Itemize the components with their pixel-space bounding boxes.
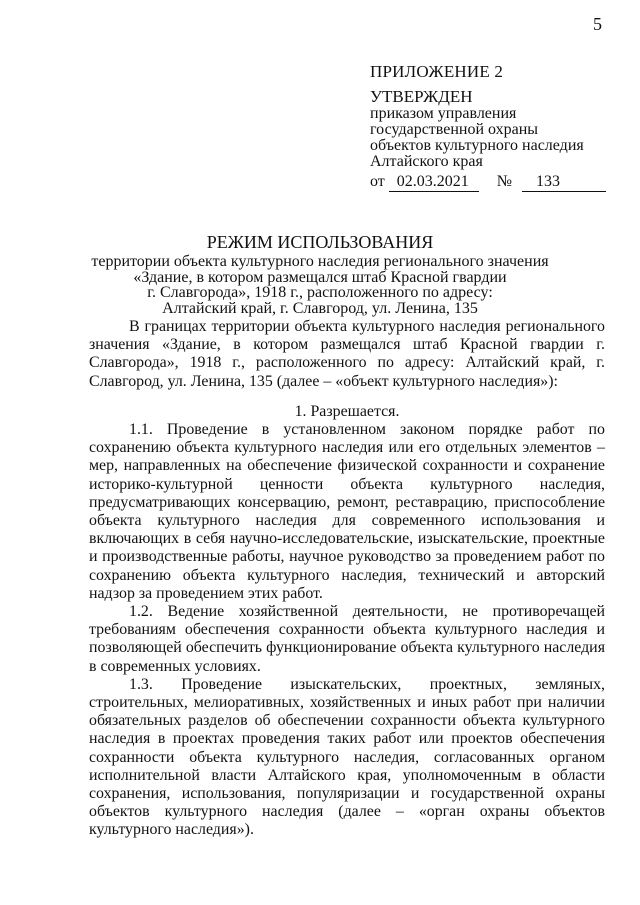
page-number: 5	[593, 14, 602, 34]
approved-label: УТВЕРЖДЕН	[370, 87, 473, 106]
appendix-label: ПРИЛОЖЕНИЕ 2	[370, 62, 504, 81]
paragraph-1-1: 1.1. Проведение в установленном законом порядке работ по сохранению объекта культурного наследия или его отдельных элементов – мер, направленных на обеспечение физической сохранности и сохранение историко-культурной ценности объекта культурного наследия, предусматривающих консервацию, ремонт, реставрацию, приспособление объекта культурного наследия для современного использования и включающих в себя научно-исследовательские, изыскательские, проектные и производственные работы, научное руководство за проведением работ по сохранению объекта культурного наследия, технический и авторский надзор за проведением этих работ.	[89, 421, 605, 602]
approval-line: приказом управления	[370, 105, 517, 122]
title-heading: РЕЖИМ ИСПОЛЬЗОВАНИЯ	[206, 232, 434, 252]
title-line: «Здание, в котором размещался штаб Красной гвардии	[133, 268, 507, 286]
approval-line: объектов культурного наследия	[370, 137, 584, 154]
approval-line: Алтайского края	[370, 153, 483, 170]
title-line: Алтайский край, г. Славгород, ул. Ленина, 135	[162, 299, 478, 317]
title-line: территории объекта культурного наследия регионального значения	[91, 253, 549, 270]
title-line: г. Славгорода», 1918 г., расположенного по адресу:	[147, 284, 493, 301]
intro-paragraph: В границах территории объекта культурного наследия регионального значения «Здание, в котором размещался штаб Красной гвардии г. Славгорода», 1918 г., расположенного по адресу: Алтайский край, г. Славгород, ул. Ленина, 135 (далее – «объект культурного наследия»):	[89, 318, 605, 390]
approval-stamp	[370, 62, 610, 192]
section-heading: 1. Разрешается.	[294, 402, 400, 420]
approval-line: государственной охраны	[370, 121, 539, 138]
order-number: 133	[522, 173, 606, 192]
paragraph-1-3: 1.3. Проведение изыскательских, проектных, земляных, строительных, мелиоративных, хозяйственных и иных работ при наличии обязательных разделов об обеспечении сохранности объекта культурного наследия в проектах проведения таких работ или проектов обеспечения сохранности объекта культурного наследия, согласованных органом исполнительной власти Алтайского края, уполномоченным в области сохранения, использования, популяризации и государственной охраны объектов культурного наследия (далее – «орган охраны объектов культурного наследия»).	[89, 675, 605, 839]
number-label: №	[496, 173, 513, 190]
document-body	[89, 318, 605, 840]
order-reference	[370, 173, 610, 192]
paragraph-1-2: 1.2. Ведение хозяйственной деятельности, не противоречащей требованиям обеспечения сохранности объекта культурного наследия и позволяющей обеспечить функционирование объекта культурного наследия в современных условиях.	[89, 603, 605, 675]
document-title	[0, 232, 640, 316]
order-date: 02.03.2021	[389, 173, 479, 192]
from-label: от	[370, 173, 385, 190]
